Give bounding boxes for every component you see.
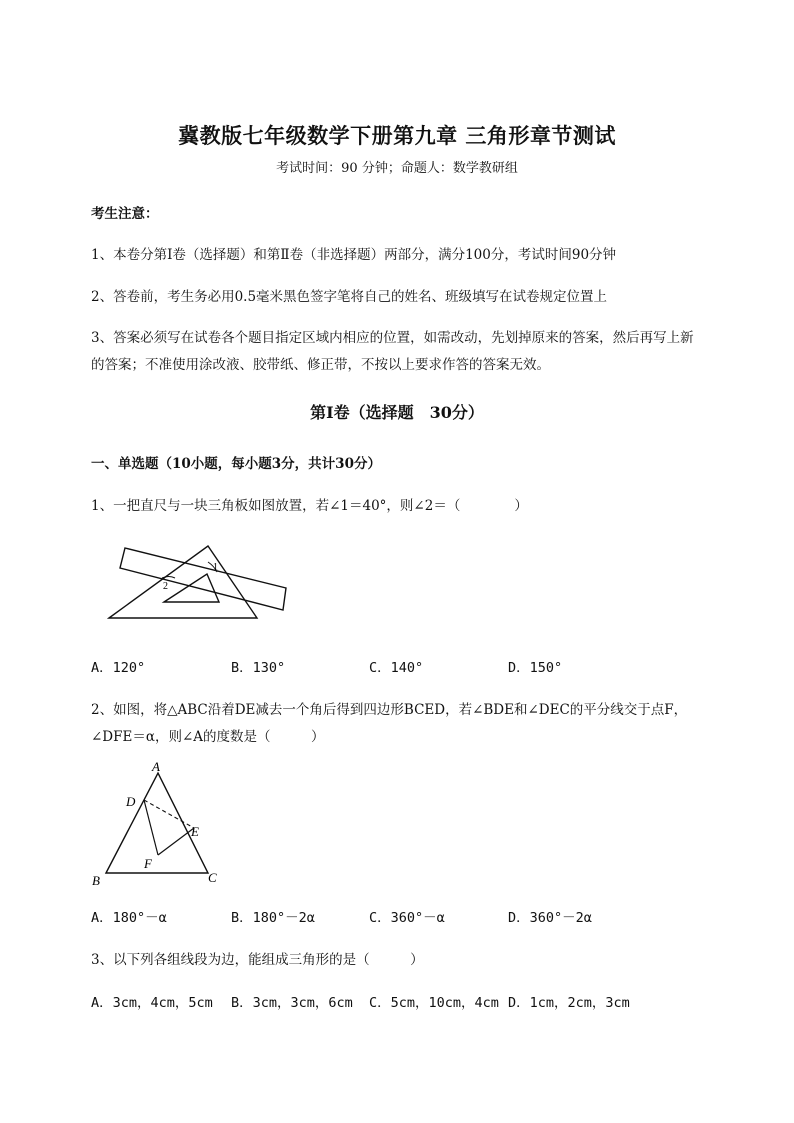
- q3-option-d[interactable]: D．1cm，2cm，3cm: [508, 995, 630, 1011]
- page-title: 冀教版七年级数学下册第九章 三角形章节测试: [178, 123, 616, 148]
- q2-option-b[interactable]: B．180°－2α: [231, 910, 315, 926]
- label-d: D: [126, 794, 136, 809]
- exam-info: 考试时间：90 分钟；命题人：数学教研组: [276, 161, 518, 176]
- question-2-stem-line1: 2、如图，将△ABC沿着DE减去一个角后得到四边形BCED，若∠BDE和∠DEC的平分线交于点F，: [91, 702, 688, 718]
- triangle-abc: [106, 773, 208, 873]
- ruler: [120, 548, 286, 610]
- label-a: A: [152, 759, 160, 774]
- section-title: 第Ⅰ卷（选择题 30分）: [310, 403, 484, 422]
- angle-2-label: 2: [163, 581, 168, 592]
- notice-item-2: 2、答卷前，考生务必用0.5毫米黑色签字笔将自己的姓名、班级填写在试卷规定位置上: [91, 289, 608, 305]
- part-heading: 一、单选题（10小题，每小题3分，共计30分）: [91, 456, 381, 472]
- label-c: C: [208, 870, 217, 885]
- segment-de: [144, 800, 194, 828]
- q3-option-a[interactable]: A．3cm，4cm，5cm: [91, 995, 213, 1011]
- q2-option-a[interactable]: A．180°－α: [91, 910, 167, 926]
- angle-1-label: 1: [213, 562, 218, 573]
- notice-item-1: 1、本卷分第Ⅰ卷（选择题）和第Ⅱ卷（非选择题）两部分，满分100分，考试时间90分钟: [91, 247, 617, 263]
- q1-option-d[interactable]: D．150°: [508, 660, 563, 676]
- label-b: B: [92, 873, 100, 888]
- q1-option-c[interactable]: C．140°: [369, 660, 424, 676]
- question-3-stem: 3、以下列各组线段为边，能组成三角形的是（ ）: [91, 952, 424, 968]
- notice-heading: 考生注意：: [91, 206, 159, 222]
- q2-option-c[interactable]: C．360°－α: [369, 910, 445, 926]
- q1-option-b[interactable]: B．130°: [231, 660, 286, 676]
- q1-option-a[interactable]: A．120°: [91, 660, 146, 676]
- q2-option-d[interactable]: D．360°－2α: [508, 910, 592, 926]
- label-e: E: [191, 824, 199, 839]
- notice-item-3-cont: 的答案；不准使用涂改液、胶带纸、修正带，不按以上要求作答的答案无效。: [91, 357, 550, 373]
- notice-item-3: 3、答案必须写在试卷各个题目指定区域内相应的位置，如需改动，先划掉原来的答案，然后再写上新: [91, 330, 694, 346]
- segment-df: [144, 800, 158, 855]
- segment-ef: [158, 828, 194, 855]
- question-2-figure: [88, 758, 228, 890]
- question-1-figure: [100, 540, 300, 625]
- q3-option-b[interactable]: B．3cm，3cm，6cm: [231, 995, 353, 1011]
- q3-option-c[interactable]: C．5cm，10cm，4cm: [369, 995, 499, 1011]
- question-2-stem-line2: ∠DFE＝α，则∠A的度数是（ ）: [91, 729, 325, 745]
- label-f: F: [144, 856, 152, 871]
- question-1-stem: 1、一把直尺与一块三角板如图放置，若∠1＝40°，则∠2＝（ ）: [91, 498, 528, 514]
